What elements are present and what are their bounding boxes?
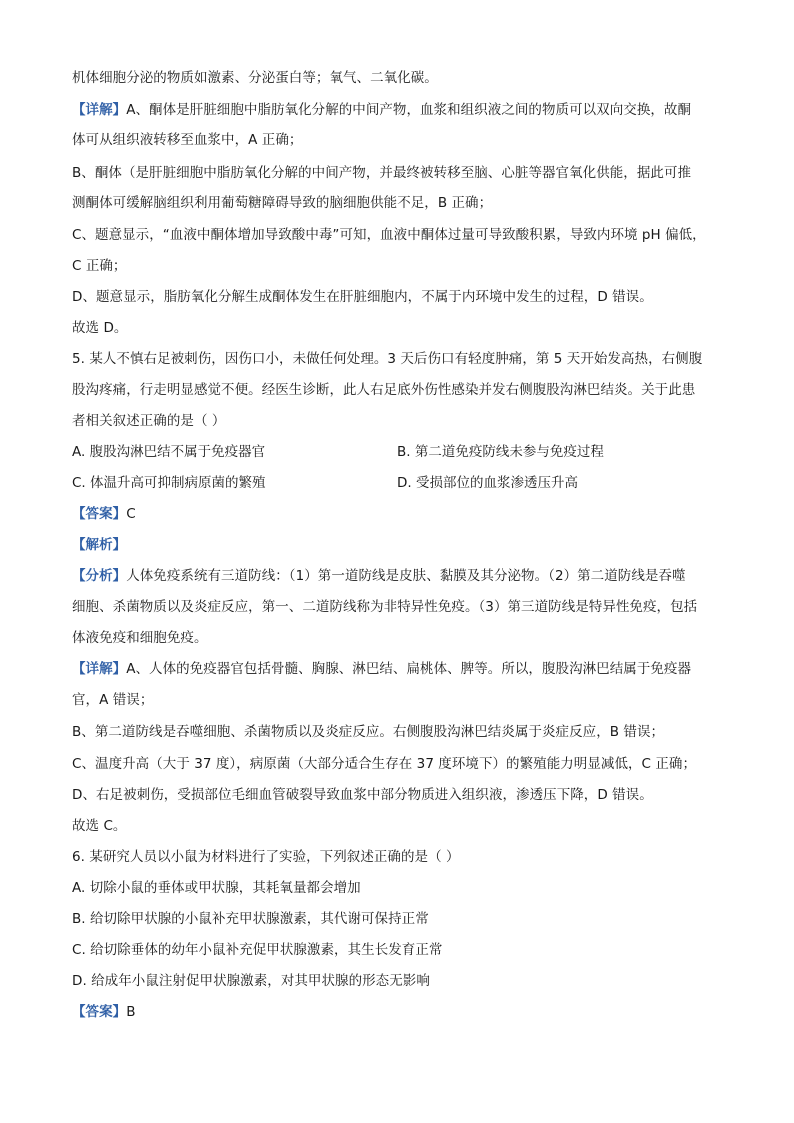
q5-option-d: D. 受损部位的血浆渗透压升高 — [397, 475, 578, 491]
q4-detail-b-cont: 测酮体可缓解脑组织利用葡萄糖障碍导致的脑细胞供能不足，B 正确； — [72, 195, 493, 211]
q4-detail-a-cont: 体可从组织液转移至血浆中，A 正确； — [72, 132, 303, 148]
q5-answer: 【答案】C — [72, 506, 136, 522]
q4-detail-b: B、酮体（是肝脏细胞中脂肪氧化分解的中间产物，并最终被转移至脑、心脏等器官氧化供能，据此可推 — [72, 165, 692, 181]
q4-detail-c: C、题意显示，“血液中酮体增加导致酸中毒”可知，血液中酮体过量可导致酸积累，导致内环境 pH 偏低， — [72, 227, 706, 243]
q6-answer: 【答案】B — [72, 1004, 136, 1020]
q5-detail-a: 【详解】A、人体的免疫器官包括骨髓、胸腺、淋巴结、扁桃体、脾等。所以，腹股沟淋巴结属于免疫器 — [72, 661, 692, 677]
q6-option-a: A. 切除小鼠的垂体或甲状腺，其耗氧量都会增加 — [72, 880, 361, 896]
analyze-tag: 【分析】 — [72, 568, 127, 584]
q5-detail-a-cont: 官，A 错误； — [72, 692, 154, 708]
q5-selection: 故选 C。 — [72, 818, 127, 834]
q5-detail-d: D、右足被刺伤，受损部位毛细血管破裂导致血浆中部分物质进入组织液，渗透压下降，D 错误。 — [72, 787, 653, 803]
q5-stem-1: 5. 某人不慎右足被刺伤，因伤口小，未做任何处理。3 天后伤口有轻度肿痛，第 5 天开始发高热，右侧腹 — [72, 351, 703, 367]
q5-stem-2: 股沟疼痛，行走明显感觉不便。经医生诊断，此人右足底外伤性感染并发右侧腹股沟淋巴结炎。关于此患 — [72, 382, 696, 398]
q5-analysis-header — [72, 535, 732, 555]
q5-option-b: B. 第二道免疫防线未参与免疫过程 — [397, 444, 604, 460]
analysis-tag: 【解析】 — [72, 537, 127, 553]
q4-detail-a: 【详解】A、酮体是肝脏细胞中脂肪氧化分解的中间产物，血浆和组织液之间的物质可以双向交换，故酮 — [72, 102, 692, 118]
detail-tag: 【详解】 — [72, 661, 127, 677]
q4-detail-d: D、题意显示，脂肪氧化分解生成酮体发生在肝脏细胞内，不属于内环境中发生的过程，D 错误。 — [72, 289, 653, 305]
answer-tag: 【答案】 — [72, 506, 127, 522]
q4-continuation: 机体细胞分泌的物质如激素、分泌蛋白等；氧气、二氧化碳。 — [72, 70, 438, 86]
q5-option-c: C. 体温升高可抑制病原菌的繁殖 — [72, 475, 266, 491]
q6-option-b: B. 给切除甲状腺的小鼠补充甲状腺激素，其代谢可保持正常 — [72, 911, 429, 927]
detail-tag: 【详解】 — [72, 102, 127, 118]
q5-analyze-3: 体液免疫和细胞免疫。 — [72, 630, 208, 646]
q4-detail-c-cont: C 正确； — [72, 258, 127, 274]
q5-analyze-2: 细胞、杀菌物质以及炎症反应，第一、二道防线称为非特异性免疫。（3）第三道防线是特异性免疫，包括 — [72, 599, 698, 615]
q6-option-d: D. 给成年小鼠注射促甲状腺激素，对其甲状腺的形态无影响 — [72, 973, 430, 989]
q5-analyze-1: 【分析】人体免疫系统有三道防线：（1）第一道防线是皮肤、黏膜及其分泌物。（2）第二道防线是吞噬 — [72, 568, 686, 584]
q5-option-a: A. 腹股沟淋巴结不属于免疫器官 — [72, 444, 266, 460]
q6-option-c: C. 给切除垂体的幼年小鼠补充促甲状腺激素，其生长发育正常 — [72, 942, 443, 958]
q4-selection: 故选 D。 — [72, 320, 128, 336]
q5-stem-3: 者相关叙述正确的是（ ） — [72, 413, 226, 429]
q6-stem: 6. 某研究人员以小鼠为材料进行了实验，下列叙述正确的是（ ） — [72, 849, 460, 865]
q5-detail-b: B、第二道防线是吞噬细胞、杀菌物质以及炎症反应。右侧腹股沟淋巴结炎属于炎症反应，B 错误； — [72, 724, 665, 740]
answer-tag: 【答案】 — [72, 1004, 127, 1020]
q5-detail-c: C、温度升高（大于 37 度），病原菌（大部分适合生存在 37 度环境下）的繁殖能力明显减低，C 正确； — [72, 756, 697, 772]
